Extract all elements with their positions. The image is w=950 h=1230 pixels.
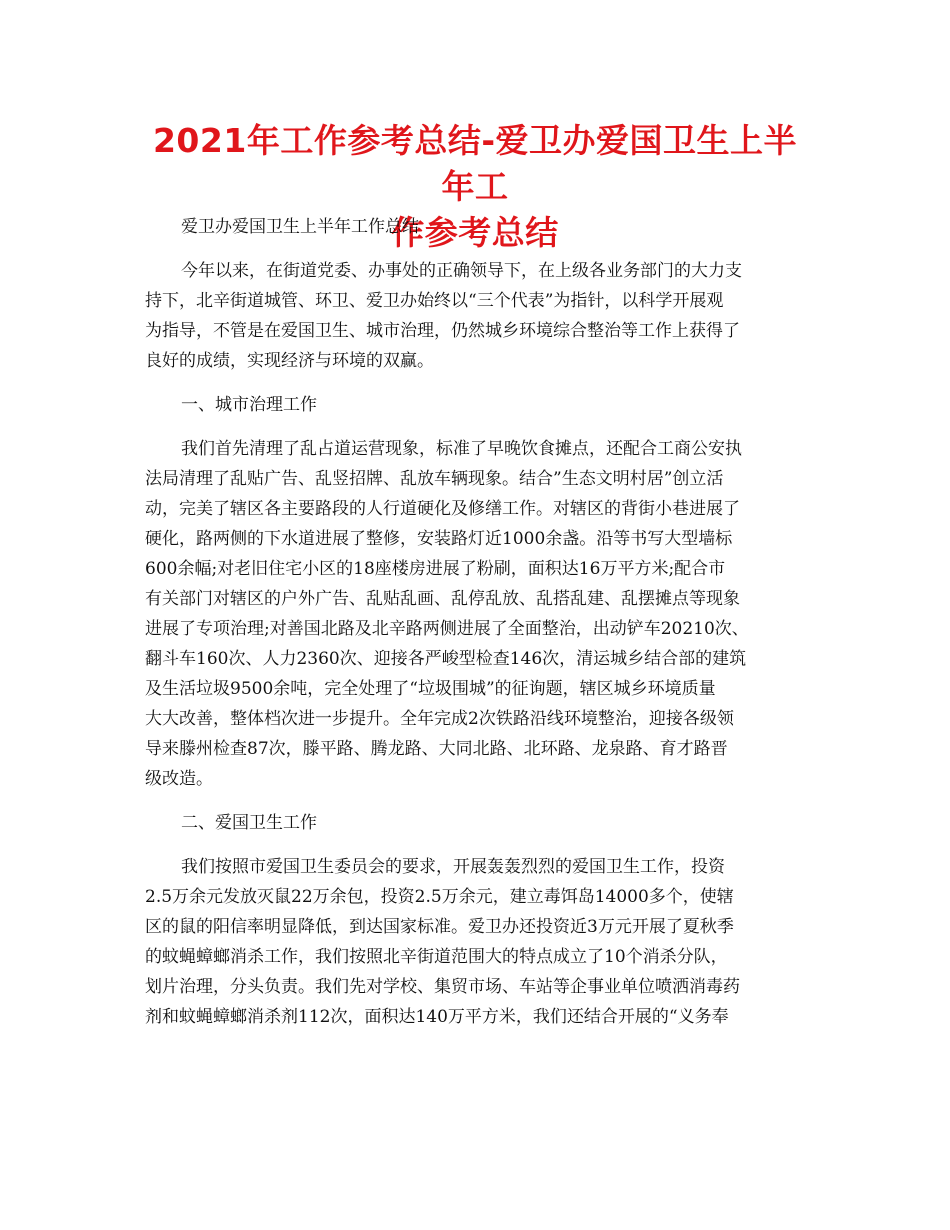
intro-paragraph-line: 今年以来，在街道党委、办事处的正确领导下，在上级各业务部门的大力支 (181, 261, 742, 281)
intro-paragraph-line: 良好的成绩，实现经济与环境的双赢。 (145, 351, 434, 371)
city-management-paragraph-line: 翻斗车160次、人力2360次、迎接各严峻型检查146次，清运城乡结合部的建筑 (145, 649, 747, 669)
patriotic-health-paragraph-line: 的蚊蝇蟑螂消杀工作，我们按照北辛街道范围大的特点成立了10个消杀分队， (145, 947, 728, 967)
city-management-paragraph-line: 动，完美了辖区各主要路段的人行道硬化及修缮工作。对辖区的背街小巷进展了 (145, 499, 740, 519)
city-management-paragraph-line: 我们首先清理了乱占道运营现象，标准了早晚饮食摊点，还配合工商公安执 (181, 439, 742, 459)
title-line-2: 作参考总结 (391, 213, 559, 252)
city-management-paragraph-line: 有关部门对辖区的户外广告、乱贴乱画、乱停乱放、乱搭乱建、乱摆摊点等现象 (145, 589, 740, 609)
subtitle: 爱卫办爱国卫生上半年工作总结 (181, 217, 419, 237)
city-management-paragraph-line: 进展了专项治理;对善国北路及北辛路两侧进展了全面整治，出动铲车20210次、 (145, 619, 749, 639)
city-management-paragraph-line: 导来滕州检查87次，滕平路、腾龙路、大同北路、北环路、龙泉路、育才路晋 (145, 739, 728, 759)
city-management-paragraph-line: 大大改善，整体档次进一步提升。全年完成2次铁路沿线环境整治，迎接各级领 (145, 709, 734, 729)
city-management-paragraph-line: 600余幅;对老旧住宅小区的18座楼房进展了粉刷，面积达16万平方米;配合市 (145, 559, 726, 579)
intro-paragraph-line: 持下，北辛街道城管、环卫、爱卫办始终以“三个代表”为指针，以科学开展观 (145, 291, 724, 311)
intro-paragraph-line: 为指导，不管是在爱国卫生、城市治理，仍然城乡环境综合整治等工作上获得了 (145, 321, 740, 341)
patriotic-health-paragraph-line: 区的鼠的阳信率明显降低，到达国家标准。爱卫办还投资近3万元开展了夏秋季 (145, 917, 734, 937)
patriotic-health-paragraph-line: 我们按照市爱国卫生委员会的要求，开展轰轰烈烈的爱国卫生工作，投资 (181, 857, 725, 877)
section-heading-patriotic-health: 二、爱国卫生工作 (181, 813, 317, 833)
patriotic-health-paragraph-line: 剂和蚊蝇蟑螂消杀剂112次，面积达140万平方米，我们还结合开展的“义务奉 (145, 1007, 729, 1027)
city-management-paragraph-line: 法局清理了乱贴广告、乱竖招牌、乱放车辆现象。结合”生态文明村居”创立活 (145, 469, 724, 489)
title-line-1: 2021年工作参考总结-爱卫办爱国卫生上半年工 (152, 121, 798, 206)
section-heading-city-management: 一、城市治理工作 (181, 395, 317, 415)
city-management-paragraph-line: 级改造。 (145, 769, 213, 789)
document-body (145, 212, 805, 1032)
patriotic-health-paragraph-line: 2.5万余元发放灭鼠22万余包，投资2.5万余元，建立毒饵岛14000多个，使辖 (145, 887, 734, 907)
patriotic-health-paragraph-line: 划片治理，分头负责。我们先对学校、集贸市场、车站等企事业单位喷洒消毒药 (145, 977, 740, 997)
city-management-paragraph-line: 及生活垃圾9500余吨，完全处理了“垃圾围城”的征询题，辖区城乡环境质量 (145, 679, 716, 699)
city-management-paragraph-line: 硬化，路两侧的下水道进展了整修，安装路灯近1000余盏。沿等书写大型墙标 (145, 529, 733, 549)
